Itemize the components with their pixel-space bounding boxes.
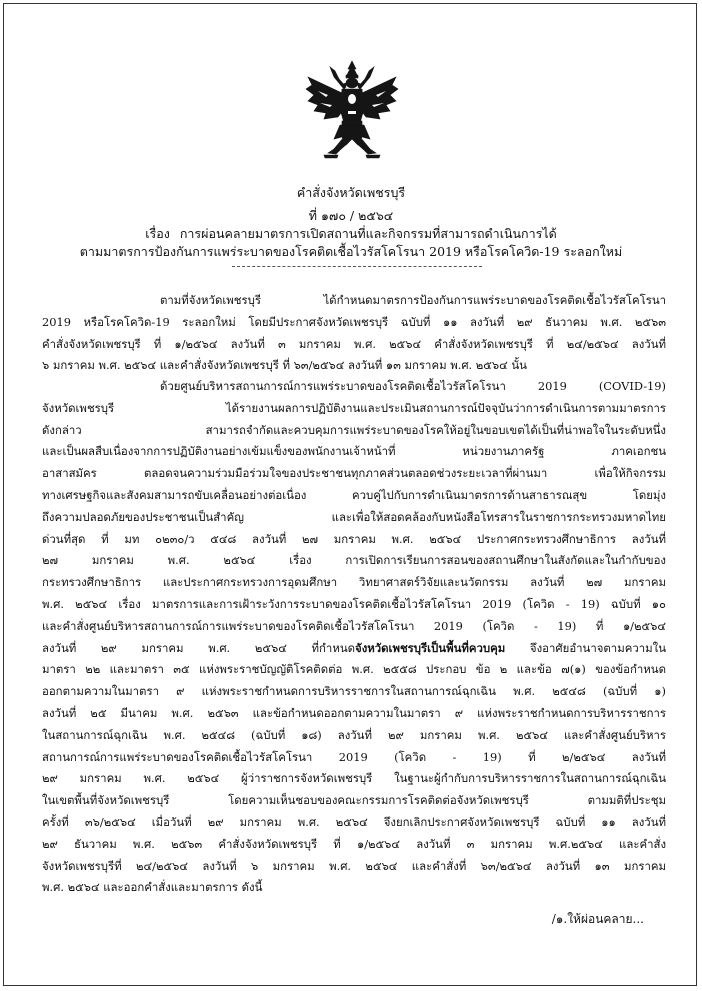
paragraph-1 — [42, 290, 666, 377]
paragraph-line: ทางเศรษฐกิจและสังคมสามารถขับเคลื่อนอย่างต่อเนื่อง ควบคู่ไปกับการดำเนินมาตรการด้านสาธารณสุข โดยมุ่ง — [42, 487, 666, 502]
paragraph-line: ๒๗ มกราคม พ.ศ. ๒๕๖๔ เรื่อง การเปิดการเรียนการสอนของสถานศึกษาในสังกัดและในกำกับของ — [42, 553, 666, 568]
paragraph-line: ถึงความปลอดภัยของประชาชนเป็นสำคัญ และเพื่อให้สอดคล้องกับหนังสือโทรสารในราชการกระทรวงมหาดไทย — [42, 509, 666, 524]
garuda-emblem-icon — [304, 59, 400, 163]
subject-text-line2: ตามมาตรการป้องกันการแพร่ระบาดของโรคติดเชื้อไวรัสโคโรนา 2019 หรือโรคโควิด-19 ระลอกใหม่ — [79, 244, 623, 259]
paragraph-line: ตามที่จังหวัดเพชรบุรี ได้กำหนดมาตรการป้องกันการแพร่ระบาดของโรคติดเชื้อไวรัสโคโรนา — [160, 293, 666, 307]
control-area-emphasis: จังหวัดเพชรบุรีเป็นพื้นที่ควบคุม — [355, 640, 506, 655]
paragraph-line: จังหวัดเพชรบุรีที่ ๒๔/๒๕๖๔ ลงวันที่ ๖ มกราคม พ.ศ. ๒๕๖๔ และคำสั่งที่ ๖๓/๒๕๖๔ ลงวันที่ ๑๓ มกราคม — [42, 858, 666, 873]
paragraph-line: ในเขตพื้นที่จังหวัดเพชรบุรี โดยความเห็นชอบของคณะกรรมการโรคติดต่อจังหวัดเพชรบุรี ตามมติที่ประชุม — [42, 793, 666, 808]
document-page — [3, 3, 697, 986]
paragraph-line: และเป็นผลสืบเนื่องจากการปฏิบัติงานอย่างเข้มแข็งของพนักงานเจ้าหน้าที่ หน่วยงานภาครัฐ ภาคเอกชน — [42, 444, 666, 459]
paragraph-line: ออกตามความในมาตรา ๙ แห่งพระราชกำหนดการบริหารราชการในสถานการณ์ฉุกเฉิน พ.ศ. ๒๕๔๘ (ฉบับที่ ๑) — [42, 684, 666, 699]
paragraph-line: คำสั่งจังหวัดเพชรบุรี ที่ ๑/๒๕๖๔ ลงวันที่ ๓ มกราคม พ.ศ. ๒๕๖๔ คำสั่งจังหวัดเพชรบุรี ที่ ๒๔/๒๕๖๔ ลงวันที่ — [42, 336, 666, 351]
paragraph-line-bold-control-area — [42, 638, 666, 660]
paragraph-line: ด้วยศูนย์บริหารสถานการณ์การแพร่ระบาดของโรคติดเชื้อไวรัสโคโรนา 2019 (COVID-19) — [160, 379, 666, 393]
paragraph-line: ครั้งที่ ๓๖/๒๕๖๔ เมื่อวันที่ ๒๙ มกราคม พ.ศ. ๒๕๖๔ จึงยกเลิกประกาศจังหวัดเพชรบุรี ฉบับที่ ๑๑ ลงวันที่ — [42, 814, 666, 829]
paragraph-line: ๖ มกราคม พ.ศ. ๒๕๖๔ และคำสั่งจังหวัดเพชรบุรี ที่ ๖๓/๒๕๖๔ ลงวันที่ ๑๓ มกราคม พ.ศ. ๒๕๖๔ นั้น — [42, 358, 527, 373]
line-text-after: จึงอาศัยอำนาจตามความใน — [505, 640, 666, 655]
paragraph-line: ๒๙ มกราคม พ.ศ. ๒๕๖๔ ผู้ว่าราชการจังหวัดเพชรบุรี ในฐานะผู้กำกับการบริหารราชการในสถานการณ์ฉุกเฉิน — [42, 771, 666, 786]
paragraph-line: ในสถานการณ์ฉุกเฉิน พ.ศ. ๒๕๔๘ (ฉบับที่ ๑๘) ลงวันที่ ๒๙ มกราคม พ.ศ. ๒๕๖๔ และคำสั่งศูนย์บริหาร — [42, 727, 666, 742]
paragraph-line: พ.ศ. ๒๕๖๔ เรื่อง มาตรการและการเฝ้าระวังการระบาดของโรคติดเชื้อไวรัสโคโรนา 2019 (โควิด - 19) ฉบับที่ ๑๐ — [42, 596, 666, 611]
paragraph-2 — [42, 376, 666, 899]
paragraph-line: อาสาสมัคร ตลอดจนความร่วมมือร่วมใจของประชาชนทุกภาคส่วนตลอดช่วงระยะเวลาที่ผ่านมา เพื่อให้กิจกรรม — [42, 466, 666, 481]
paragraph-line: 2019 หรือโรคโควิด-19 ระลอกใหม่ โดยมีประกาศจังหวัดเพชรบุรี ฉบับที่ ๑๑ ลงวันที่ ๒๙ ธันวาคม พ.ศ. ๒๕๖๓ — [42, 314, 666, 329]
subject-label: เรื่อง — [145, 226, 170, 241]
paragraph-line: ด่วนที่สุด ที่ มท ๐๒๓๐/ว ๕๔๘ ลงวันที่ ๒๗ มกราคม พ.ศ. ๒๕๖๔ ประกาศกระทรวงศึกษาธิการ ลงวันที่ — [42, 531, 666, 546]
paragraph-line: ลงวันที่ ๒๕ มีนาคม พ.ศ. ๒๕๖๓ และข้อกำหนดออกตามความในมาตรา ๙ แห่งพระราชกำหนดการบริหารราชการ — [42, 705, 666, 720]
paragraph-line: และคำสั่งศูนย์บริหารสถานการณ์การแพร่ระบาดของโรคติดเชื้อไวรัสโคโรนา 2019 (โควิด - 19) ที่ ๑/๒๕๖๔ — [42, 618, 666, 633]
paragraph-line: จังหวัดเพชรบุรี ได้รายงานผลการปฏิบัติงานและประเมินสถานการณ์ปัจจุบันว่าการดำเนินการตามมาตรการ — [42, 400, 666, 415]
subject-text-line1: การผ่อนคลายมาตรการเปิดสถานที่และกิจกรรมที่สามารถดำเนินการได้ — [179, 226, 557, 241]
dashed-separator — [232, 266, 482, 267]
paragraph-line: สถานการณ์การแพร่ระบาดของโรคติดเชื้อไวรัสโคโรนา 2019 (โควิด - 19) ที่ ๒/๒๕๖๔ ลงวันที่ — [42, 749, 666, 764]
continuation-marker: /๑.ให้ผ่อนคลาย... — [551, 912, 644, 926]
subject-line — [4, 225, 698, 243]
paragraph-line: ดังกล่าว สามารถจำกัดและควบคุมการแพร่ระบาดของโรคให้อยู่ในขอบเขตได้เป็นที่น่าพอใจในระดับหนึ่ง — [42, 422, 666, 437]
paragraph-line: มาตรา ๒๒ และมาตรา ๓๕ แห่งพระราชบัญญัติโรคติดต่อ พ.ศ. ๒๕๕๘ ประกอบ ข้อ ๒ และข้อ ๗(๑) ของข้อกำหนด — [42, 662, 666, 677]
paragraph-line: กระทรวงศึกษาธิการ และประกาศกระทรวงการอุดมศึกษา วิทยาศาสตร์วิจัยและนวัตกรรม ลงวันที่ ๒๗ มกราคม — [42, 575, 666, 590]
order-title: คำสั่งจังหวัดเพชรบุรี — [296, 185, 406, 200]
line-text-before: ลงวันที่ ๒๙ มกราคม พ.ศ. ๒๕๖๔ ที่กำหนด — [42, 640, 356, 655]
paragraph-line: ๒๙ ธันวาคม พ.ศ. ๒๕๖๓ คำสั่งจังหวัดเพชรบุรี ที่ ๑/๒๕๖๔ ลงวันที่ ๓ มกราคม พ.ศ.๒๕๖๔ และคำสั่ง — [42, 836, 666, 851]
order-number: ที่ ๑๗๐ / ๒๕๖๔ — [308, 208, 394, 223]
paragraph-line: พ.ศ. ๒๕๖๔ และออกคำสั่งและมาตรการ ดังนี้ — [42, 880, 263, 895]
